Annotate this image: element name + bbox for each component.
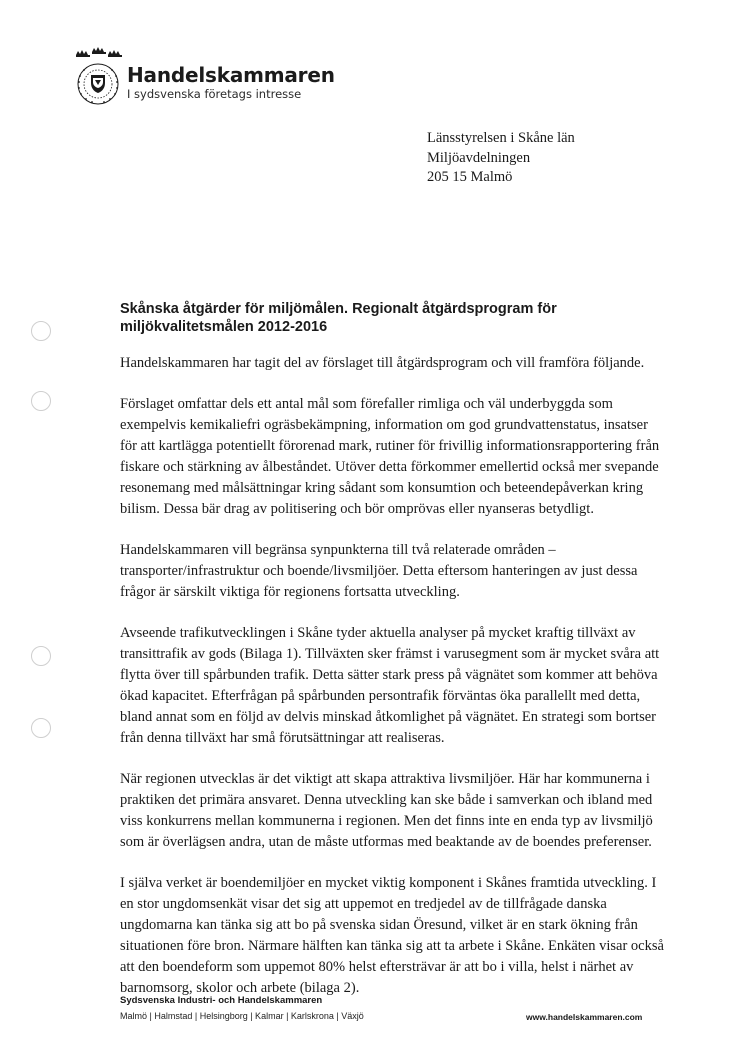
letter-body (120, 353, 700, 1019)
paragraph: Avseende trafikutvecklingen i Skåne tyder aktuella analyser på mycket kraftig tillväxt av transittrafik av gods (Bilaga 1). Tillväxten sker främst i varusegment som är mycket svåra att flytta över till spårbunden trafik. Detta sätter stark press på vägnätet som kommer att behöva ökad kapacitet. Efterfrågan på spårbunden persontrafik förväntas öka parallellt med detta, bland annat som en följd av delvis minskad åtkomlighet på vägnätet. En strategi som bortser från denna tillväxt har små förutsättningar att realiseras. (120, 625, 660, 746)
footer-organization: Sydsvenska Industri- och Handelskammaren (120, 995, 323, 1006)
letterhead (127, 64, 335, 101)
address-line: 205 15 Malmö (427, 169, 513, 185)
organization-tagline: I sydsvenska företags intresse (127, 87, 302, 101)
address-line: Länsstyrelsen i Skåne län (427, 130, 575, 146)
handelskammaren-logo-icon (62, 46, 132, 116)
letter-title: Skånska åtgärder för miljömålen. Regionalt åtgärdsprogram för miljökvalitetsmålen 2012-2016 (120, 301, 557, 335)
address-line: Miljöavdelningen (427, 149, 531, 166)
punch-hole (31, 391, 51, 411)
paragraph: När regionen utvecklas är det viktigt att skapa attraktiva livsmiljöer. Här har kommunerna i praktiken det primära ansvaret. Denna utveckling kan ske både i samverkan och ibland med viss konkurrens mellan kommunerna i regionen. Men det finns inte en enda typ av livsmiljö som är överlägsen andra, utan de måste utformas med beaktande av de boendes preferenser. (120, 771, 653, 850)
paragraph: I själva verket är boendemiljöer en mycket viktig komponent i Skånes framtida utveckling. I en stor ungdomsenkät visar det sig att uppemot en tredjedel av de tillfrågade danska ungdomarna kan tänka sig att bo på svenska sidan Öresund, vilket är en stark ökning från situationen före bron. Närmare hälften kan tänka sig att ta arbete i Skåne. Enkäten visar också att den boendeform som uppemot 80% helst eftersträvar är att bo i villa, helst i närhet av barnomsorg, skolor och arbete (bilaga 2). (120, 875, 664, 996)
footer-website-link[interactable]: www.handelskammaren.com (526, 1012, 643, 1022)
paragraph: Förslaget omfattar dels ett antal mål som förefaller rimliga och väl underbyggda som exempelvis kemikaliefri ogräsbekämpning, information om god grundvattenstatus, insatser för att kartlägga potentiellt förorenad mark, rutiner för frivillig informationsrapportering från fiskare och stärkning av ålbeståndet. Utöver detta förkommer emellertid också mer svepande resonemang med målsättningar kring sådant som konsumtion och beteendepåverkan kring bilism. Dessa bär drag av politisering och bör omprövas eller nyanseras betydligt. (120, 396, 660, 517)
punch-hole (31, 718, 51, 738)
punch-hole (31, 646, 51, 666)
paragraph: Handelskammaren vill begränsa synpunkterna till två relaterade områden – transporter/infrastruktur och boende/livsmiljöer. Detta eftersom hanteringen av just dessa frågor är särskilt viktiga för regionens fortsatta utveckling. (120, 542, 638, 600)
paragraph: Handelskammaren har tagit del av förslaget till åtgärdsprogram och vill framföra följande. (120, 355, 645, 371)
organization-name: Handelskammaren (127, 63, 335, 87)
recipient-address (427, 129, 575, 188)
footer-cities: Malmö | Halmstad | Helsingborg | Kalmar | Karlskrona | Växjö (120, 1011, 364, 1021)
punch-hole (31, 321, 51, 341)
